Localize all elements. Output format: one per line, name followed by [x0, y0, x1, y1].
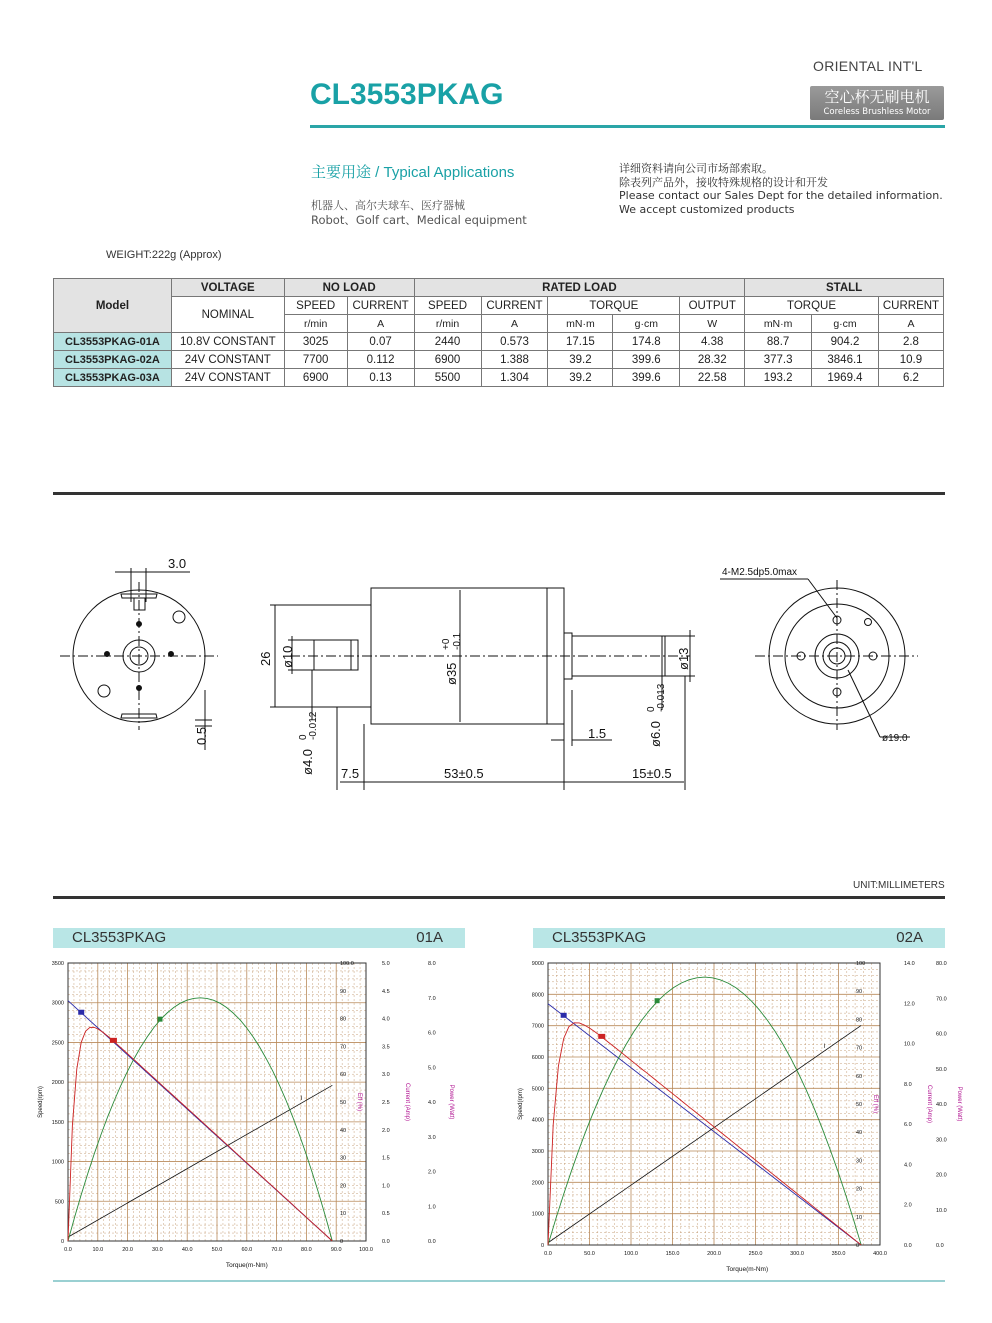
y-tick-label: 5000 — [531, 1086, 544, 1093]
power-axis-label: Power (Watt) — [956, 1086, 962, 1122]
table-cell: 22.58 — [680, 369, 745, 387]
current-tick-label: 4.0 — [382, 1016, 390, 1023]
power-tick-label: 40.0 — [936, 1102, 947, 1108]
spec-table — [53, 278, 944, 387]
unit-gcm: g·cm — [812, 315, 879, 333]
table-cell: 2440 — [414, 333, 481, 351]
table-cell: 6.2 — [878, 369, 943, 387]
power-tick-label: 10.0 — [936, 1207, 947, 1214]
y-tick-label: 9000 — [531, 961, 544, 967]
x-tick-label: 100.0 — [359, 1247, 373, 1253]
dim-53: 53±0.5 — [444, 766, 484, 781]
y-tick-label: 2500 — [51, 1040, 64, 1047]
x-tick-label: 70.0 — [271, 1247, 282, 1253]
eff-tick-label: 0 — [340, 1239, 344, 1245]
current-tick-label: 2.5 — [382, 1100, 390, 1106]
unit-w: W — [680, 315, 745, 333]
unit-rmin: r/min — [284, 315, 347, 333]
header-speed: SPEED — [284, 297, 347, 315]
table-cell: 3846.1 — [812, 351, 879, 369]
current-tick-label: 2.0 — [904, 1202, 912, 1209]
x-tick-label: 300.0 — [790, 1251, 804, 1257]
current-tick-label: 12.0 — [904, 1001, 915, 1008]
power-tick-label: 4.0 — [428, 1100, 436, 1106]
current-tick-label: 14.0 — [904, 961, 915, 967]
dim-15: 15±0.5 — [632, 766, 672, 781]
header-model: Model — [54, 279, 172, 333]
efficiency-curve — [68, 1027, 332, 1241]
power-axis-label: Power (Watt) — [448, 1084, 454, 1120]
efficiency-marker — [598, 1034, 605, 1039]
contact-line: Please contact our Sales Dept for the detailed information. — [619, 189, 943, 202]
y-tick-label: 7000 — [531, 1023, 544, 1030]
applications-cn: 机器人、高尔夫球车、医疗器械 — [311, 199, 465, 212]
table-cell: 17.15 — [548, 333, 613, 351]
eff-axis-label: Eff (%) — [872, 1094, 878, 1114]
table-cell: 193.2 — [745, 369, 812, 387]
y-tick-label: 2000 — [51, 1080, 64, 1087]
header-torque: TORQUE — [548, 297, 680, 315]
contact-line: 除表列产品外，接收特殊规格的设计和开发 — [619, 175, 828, 189]
current-tick-label: 3.5 — [382, 1044, 390, 1051]
page-title: CL3553PKAG — [310, 78, 504, 111]
table-cell: 6900 — [284, 369, 347, 387]
table-cell: 88.7 — [745, 333, 812, 351]
eff-tick-label: 80 — [856, 1017, 863, 1024]
dim-6-tol-hi: 0 — [646, 706, 657, 712]
current-tick-label: 8.0 — [904, 1081, 912, 1088]
table-cell: 28.32 — [680, 351, 745, 369]
unit-a: A — [347, 315, 414, 333]
current-tick-label: 1.0 — [382, 1183, 390, 1190]
eff-axis-label: Eff (%) — [356, 1092, 362, 1112]
table-cell: 0.07 — [347, 333, 414, 351]
y-tick-label: 2000 — [531, 1180, 544, 1187]
y-tick-label: 1500 — [51, 1119, 64, 1126]
chart-01a-header — [53, 928, 465, 948]
y-tick-label: 3500 — [51, 961, 64, 967]
table-cell: 3025 — [284, 333, 347, 351]
x-tick-label: 250.0 — [748, 1251, 763, 1257]
x-tick-label: 60.0 — [241, 1247, 253, 1253]
table-cell: 174.8 — [613, 333, 680, 351]
contact-line: We accept customized products — [619, 202, 795, 216]
chart-01a-title: CL3553PKAG — [72, 929, 167, 946]
bottom-divider — [53, 1280, 945, 1282]
x-tick-label: 20.0 — [122, 1247, 133, 1253]
power-tick-label: 3.0 — [428, 1134, 436, 1141]
header-speed: SPEED — [414, 297, 481, 315]
header-voltage: VOLTAGE — [171, 279, 284, 297]
x-tick-label: 400.0 — [873, 1251, 887, 1257]
table-cell: 24V CONSTANT — [171, 369, 284, 387]
dim-4-tol-hi: 0 — [298, 734, 309, 740]
current-tick-label: 3.0 — [382, 1072, 390, 1079]
power-tick-label: 60.0 — [936, 1031, 947, 1038]
dim-6-tol-lo: -0.013 — [656, 683, 667, 712]
table-cell: CL3553PKAG-03A — [54, 369, 172, 387]
dim-0-5: 0.5 — [194, 726, 209, 745]
table-cell: 24V CONSTANT — [171, 351, 284, 369]
current-tick-label: 4.0 — [904, 1162, 912, 1169]
dim-26: 26 — [258, 651, 273, 666]
y-axis-label: Speed(rpm) — [518, 1088, 524, 1120]
weight-label: WEIGHT:222g (Approx) — [106, 249, 222, 261]
power-tick-label: 2.0 — [428, 1169, 436, 1176]
x-tick-label: 0.0 — [64, 1247, 72, 1253]
power-tick-label: 8.0 — [428, 961, 436, 967]
y-tick-label: 8000 — [531, 992, 544, 999]
applications-en: Robot、Golf cart、Medical equipment — [311, 213, 527, 227]
table-cell: 1.304 — [481, 369, 548, 387]
dim-7-5: 7.5 — [341, 766, 360, 781]
current-line — [548, 1025, 861, 1242]
power-tick-label: 0.0 — [936, 1243, 944, 1249]
x-tick-label: 40.0 — [181, 1247, 193, 1253]
chart-02a-title: CL3553PKAG — [552, 929, 647, 946]
eff-tick-label: 80 — [340, 1016, 347, 1023]
header-current: CURRENT — [347, 297, 414, 315]
contact-note — [619, 162, 959, 216]
y-tick-label: 4000 — [531, 1117, 544, 1124]
x-axis-label: Torque(m-Nm) — [225, 1262, 268, 1269]
table-cell: 7700 — [284, 351, 347, 369]
eff-tick-label: 40 — [340, 1127, 347, 1134]
table-cell: 0.112 — [347, 351, 414, 369]
power-tick-label: 80.0 — [936, 961, 947, 967]
power-tick-label: 70.0 — [936, 996, 947, 1003]
dim-35-tol-hi: +0 — [441, 638, 452, 650]
current-axis-label: Current (Amp) — [926, 1084, 932, 1124]
header-output: OUTPUT — [680, 297, 745, 315]
header-current: CURRENT — [878, 297, 943, 315]
chart-02a — [510, 955, 960, 1277]
table-cell: 1969.4 — [812, 369, 879, 387]
current-tick-label: 5.0 — [382, 961, 390, 967]
x-tick-label: 50.0 — [211, 1247, 223, 1253]
dim-6: ø6.0 — [648, 720, 663, 747]
dim-1-5: 1.5 — [588, 726, 607, 741]
dim-4: ø4.0 — [300, 748, 315, 775]
table-cell: 377.3 — [745, 351, 812, 369]
x-tick-label: 0.0 — [544, 1251, 552, 1257]
chart-01a-tag: 01A — [416, 929, 443, 946]
header-rated-load: RATED LOAD — [414, 279, 745, 297]
power-curve — [548, 977, 861, 1245]
current-tick-label: 10.0 — [904, 1041, 915, 1048]
eff-tick-label: 20 — [856, 1186, 863, 1193]
unit-mnm: mN·m — [745, 315, 812, 333]
eff-tick-label: 10 — [856, 1214, 863, 1221]
table-cell: 904.2 — [812, 333, 879, 351]
x-tick-label: 30.0 — [152, 1247, 163, 1253]
dim-35-tol-lo: -0.1 — [452, 632, 463, 650]
x-tick-label: 10.0 — [92, 1247, 104, 1253]
current-tick-label: 0.0 — [382, 1239, 390, 1245]
table-cell: 399.6 — [613, 369, 680, 387]
eff-tick-label: 100.0 — [340, 961, 354, 967]
power-tick-label: 30.0 — [936, 1137, 947, 1144]
table-cell: 399.6 — [613, 351, 680, 369]
dim-3-0: 3.0 — [168, 556, 187, 571]
y-tick-label: 3000 — [531, 1149, 544, 1155]
current-tick-label: 2.0 — [382, 1127, 390, 1134]
table-cell: 5500 — [414, 369, 481, 387]
badge-en: Coreless Brushless Motor — [823, 107, 931, 117]
y-tick-label: 1000 — [51, 1159, 64, 1166]
speed-marker — [78, 1010, 84, 1015]
dim-13: ø13 — [676, 647, 691, 670]
current-axis-label: Current (Amp) — [404, 1082, 410, 1122]
current-marker: I — [823, 1043, 826, 1050]
speed-marker — [561, 1013, 567, 1018]
dim-4-tol-lo: -0.012 — [308, 711, 319, 740]
eff-tick-label: 30 — [340, 1155, 347, 1162]
current-tick-label: 0.0 — [904, 1243, 912, 1249]
y-tick-label: 1000 — [531, 1211, 544, 1218]
table-row — [54, 333, 944, 351]
power-tick-label: 0.0 — [428, 1239, 436, 1245]
power-tick-label: 5.0 — [428, 1065, 436, 1072]
x-tick-label: 150.0 — [665, 1251, 680, 1257]
eff-tick-label: 0 — [856, 1243, 860, 1249]
chart-02a-tag: 02A — [896, 929, 923, 946]
dim-10: ø10 — [280, 645, 295, 668]
header-torque: TORQUE — [745, 297, 879, 315]
table-cell: 6900 — [414, 351, 481, 369]
brand-name: ORIENTAL INT'L — [813, 58, 923, 74]
eff-tick-label: 40 — [856, 1130, 863, 1137]
eff-tick-label: 50 — [340, 1100, 347, 1106]
table-cell: CL3553PKAG-01A — [54, 333, 172, 351]
chart-01a — [30, 955, 470, 1277]
dim-19: ø19.0 — [882, 733, 908, 744]
y-tick-label: 6000 — [531, 1055, 544, 1061]
current-tick-label: 1.5 — [382, 1155, 390, 1162]
power-tick-label: 20.0 — [936, 1172, 947, 1179]
header-nominal: NOMINAL — [171, 297, 284, 333]
table-cell: 4.38 — [680, 333, 745, 351]
speed-line — [548, 1004, 861, 1245]
y-axis-label: Speed(rpm) — [38, 1086, 44, 1118]
current-tick-label: 6.0 — [904, 1122, 912, 1129]
header-no-load: NO LOAD — [284, 279, 414, 297]
chart-02a-header — [533, 928, 945, 948]
contact-line: 详细资料请向公司市场部索取。 — [619, 162, 773, 175]
unit-gcm: g·cm — [613, 315, 680, 333]
x-tick-label: 100.0 — [624, 1251, 638, 1257]
eff-tick-label: 90 — [856, 989, 863, 996]
brand-badge — [810, 86, 944, 120]
table-cell: 10.8V CONSTANT — [171, 333, 284, 351]
title-divider — [310, 125, 945, 128]
unit-a: A — [878, 315, 943, 333]
table-cell: 0.13 — [347, 369, 414, 387]
unit-mnm: mN·m — [548, 315, 613, 333]
eff-tick-label: 100 — [856, 961, 866, 967]
y-tick-label: 0 — [60, 1239, 64, 1245]
eff-tick-label: 30 — [856, 1158, 863, 1165]
x-tick-label: 350.0 — [831, 1251, 846, 1257]
table-cell: 1.388 — [481, 351, 548, 369]
table-cell: CL3553PKAG-02A — [54, 351, 172, 369]
x-tick-label: 200.0 — [707, 1251, 721, 1257]
dim-screw: 4-M2.5dp5.0max — [722, 567, 798, 578]
units-label: UNIT:MILLIMETERS — [853, 880, 945, 891]
y-tick-label: 0 — [540, 1243, 544, 1249]
eff-tick-label: 90 — [340, 988, 347, 995]
unit-rmin: r/min — [414, 315, 481, 333]
badge-cn: 空心杯无刷电机 — [824, 88, 930, 106]
header-current: CURRENT — [481, 297, 548, 315]
eff-tick-label: 70 — [340, 1044, 347, 1051]
power-tick-label: 50.0 — [936, 1066, 947, 1073]
x-tick-label: 50.0 — [584, 1251, 595, 1257]
unit-a: A — [481, 315, 548, 333]
table-cell: 10.9 — [878, 351, 943, 369]
current-marker: I — [300, 1096, 303, 1103]
eff-tick-label: 10 — [340, 1211, 347, 1218]
table-row — [54, 351, 944, 369]
header-stall: STALL — [745, 279, 944, 297]
power-tick-label: 1.0 — [428, 1204, 436, 1211]
table-cell: 0.573 — [481, 333, 548, 351]
dim-35: ø35 — [444, 662, 459, 685]
applications-heading: 主要用途 / Typical Applications — [311, 164, 515, 181]
dimension-drawing — [0, 540, 992, 800]
efficiency-marker — [110, 1038, 117, 1043]
eff-tick-label: 20 — [340, 1183, 347, 1190]
eff-tick-label: 70 — [856, 1045, 863, 1052]
table-row — [54, 369, 944, 387]
eff-tick-label: 60 — [340, 1072, 347, 1079]
eff-tick-label: 60 — [856, 1073, 863, 1080]
section-divider — [53, 896, 945, 899]
x-axis-label: Torque(m-Nm) — [726, 1266, 769, 1273]
power-marker — [158, 1017, 163, 1022]
power-tick-label: 7.0 — [428, 995, 436, 1002]
table-cell: 39.2 — [548, 351, 613, 369]
y-tick-label: 3000 — [51, 1000, 64, 1007]
table-cell: 39.2 — [548, 369, 613, 387]
current-tick-label: 0.5 — [382, 1211, 390, 1218]
eff-tick-label: 50 — [856, 1102, 863, 1108]
section-divider — [53, 492, 945, 495]
x-tick-label: 80.0 — [301, 1247, 312, 1253]
x-tick-label: 90.0 — [330, 1247, 342, 1253]
table-cell: 2.8 — [878, 333, 943, 351]
y-tick-label: 500 — [54, 1199, 64, 1206]
power-tick-label: 6.0 — [428, 1030, 436, 1037]
power-marker — [655, 998, 660, 1003]
current-tick-label: 4.5 — [382, 988, 390, 995]
